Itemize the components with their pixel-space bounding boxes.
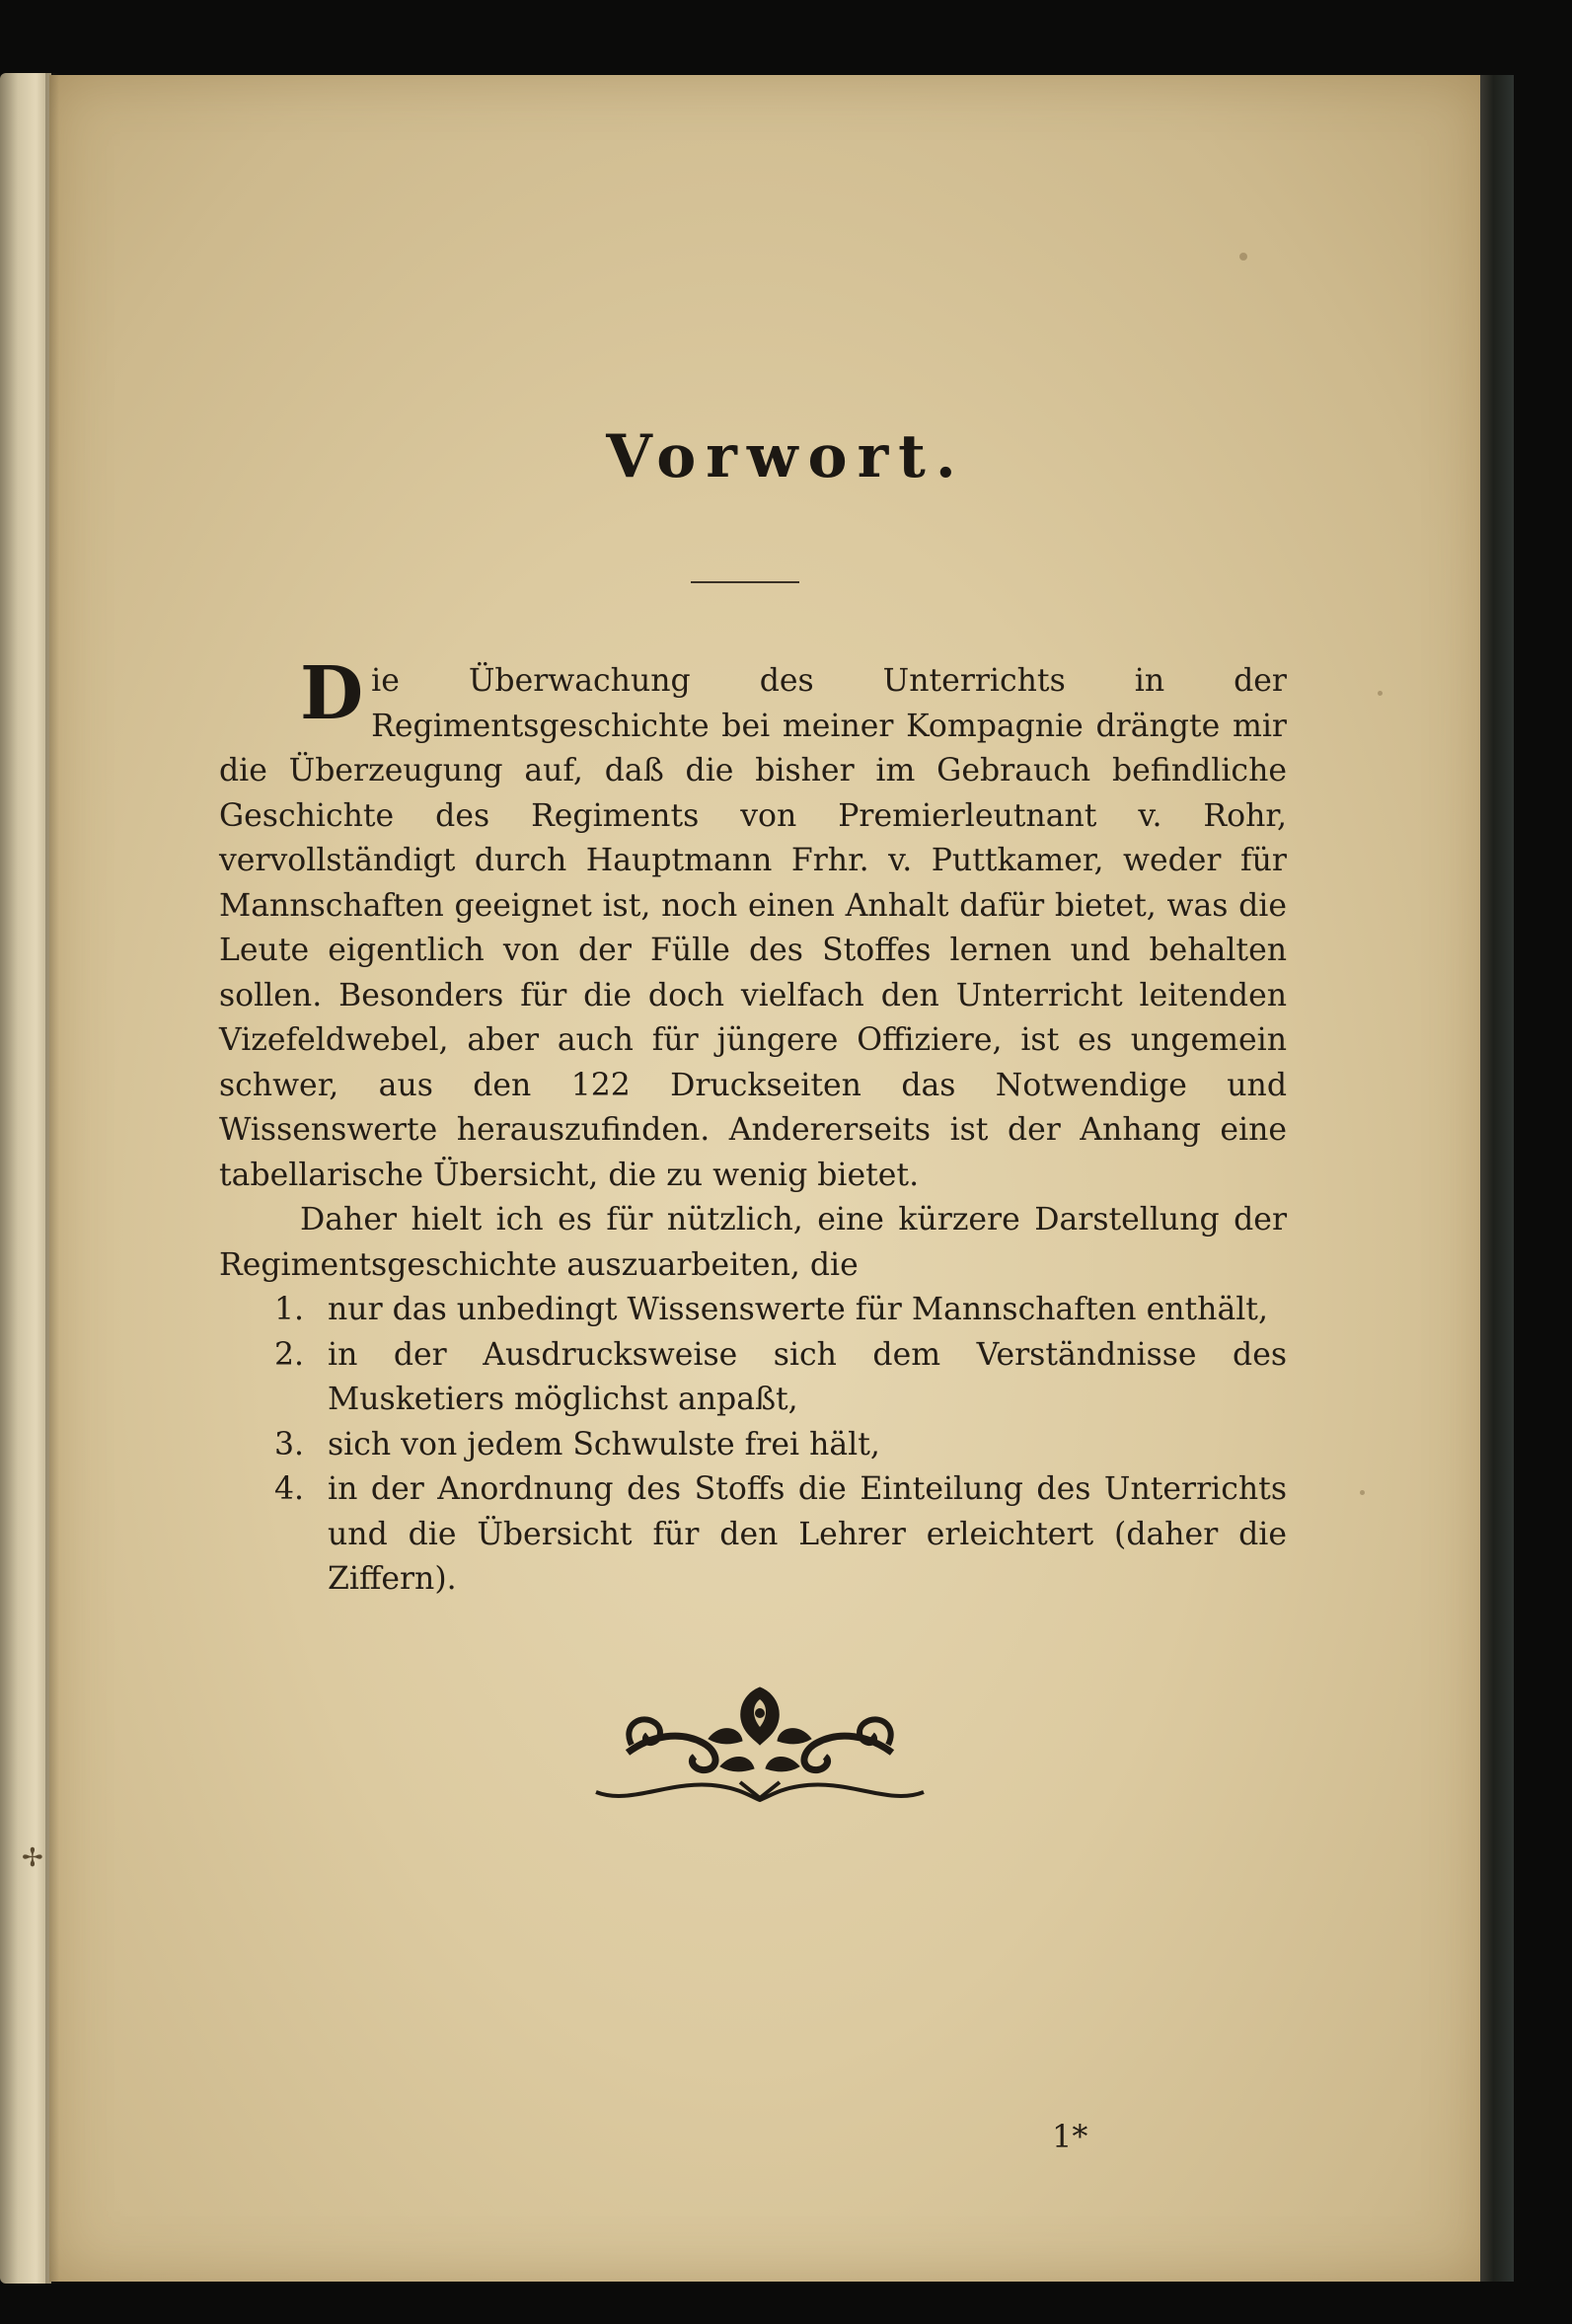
paragraph-1-text: ie Überwachung des Unterrichts in der Regimentsgeschichte bei meiner Kompagnie drängte mir die Überzeugung auf, daß die bisher im Gebrauch befindliche Geschichte des Regiments von Premierleutnant v. Rohr, vervollständigt durch Hauptmann Frhr. v. Puttkamer, weder für Mannschaften geeignet ist, noch einen Anhalt dafür bietet, was die Leute eigentlich von der Fülle des Stoffes lernen und behalten sollen. Besonders für die doch vielfach den Unterricht leitenden Vizefeldwebel, aber auch für jüngere Offiziere, ist es ungemein schwer, aus den 122 Druckseiten das Notwendige und Wissenswerte herauszufinden. Andererseits ist der Anhang eine tabellarische Übersicht, die zu wenig bietet.	[219, 663, 1287, 1193]
floral-vignette-icon	[592, 1684, 928, 1812]
paragraph-2: Daher hielt ich es für nützlich, eine kürzere Darstellung der Regimentsgeschichte auszuarbeiten, die	[219, 1202, 1287, 1283]
page-title: Vorwort.	[606, 422, 966, 491]
list-item	[219, 1423, 1287, 1468]
paper-spot	[1378, 691, 1383, 696]
list-number: 3.	[274, 1426, 305, 1462]
book-cover-edge	[1480, 75, 1514, 2282]
paper-spot	[1239, 253, 1247, 261]
paper-spot	[1360, 1490, 1365, 1495]
paragraph-1	[219, 651, 1287, 1198]
list-text: in der Anordnung des Stoffs die Einteilung des Unterrichts und die Übersicht für den Lehrer erleichtert (daher die Ziffern).	[328, 1471, 1287, 1597]
title-rule	[691, 581, 799, 583]
list-number: 2.	[274, 1336, 305, 1373]
left-page-edge	[0, 73, 51, 2284]
list-text: nur das unbedingt Wissenswerte für Mannschaften enthält,	[328, 1292, 1268, 1327]
spine-shadow	[45, 73, 59, 2284]
drop-cap: D	[300, 651, 364, 736]
list-item	[219, 1288, 1287, 1333]
list-item	[219, 1333, 1287, 1423]
criteria-list	[219, 1288, 1287, 1603]
page-number: 1*	[1052, 2118, 1088, 2155]
list-number: 4.	[274, 1471, 305, 1507]
list-text: sich von jedem Schwulste frei hält,	[328, 1426, 880, 1462]
list-text: in der Ausdrucksweise sich dem Verständnisse des Musketiers möglichst anpaßt,	[328, 1336, 1287, 1417]
list-item	[219, 1467, 1287, 1603]
margin-mark: ✢	[22, 1843, 43, 1873]
list-number: 1.	[274, 1292, 305, 1327]
preface-body	[219, 651, 1287, 1603]
